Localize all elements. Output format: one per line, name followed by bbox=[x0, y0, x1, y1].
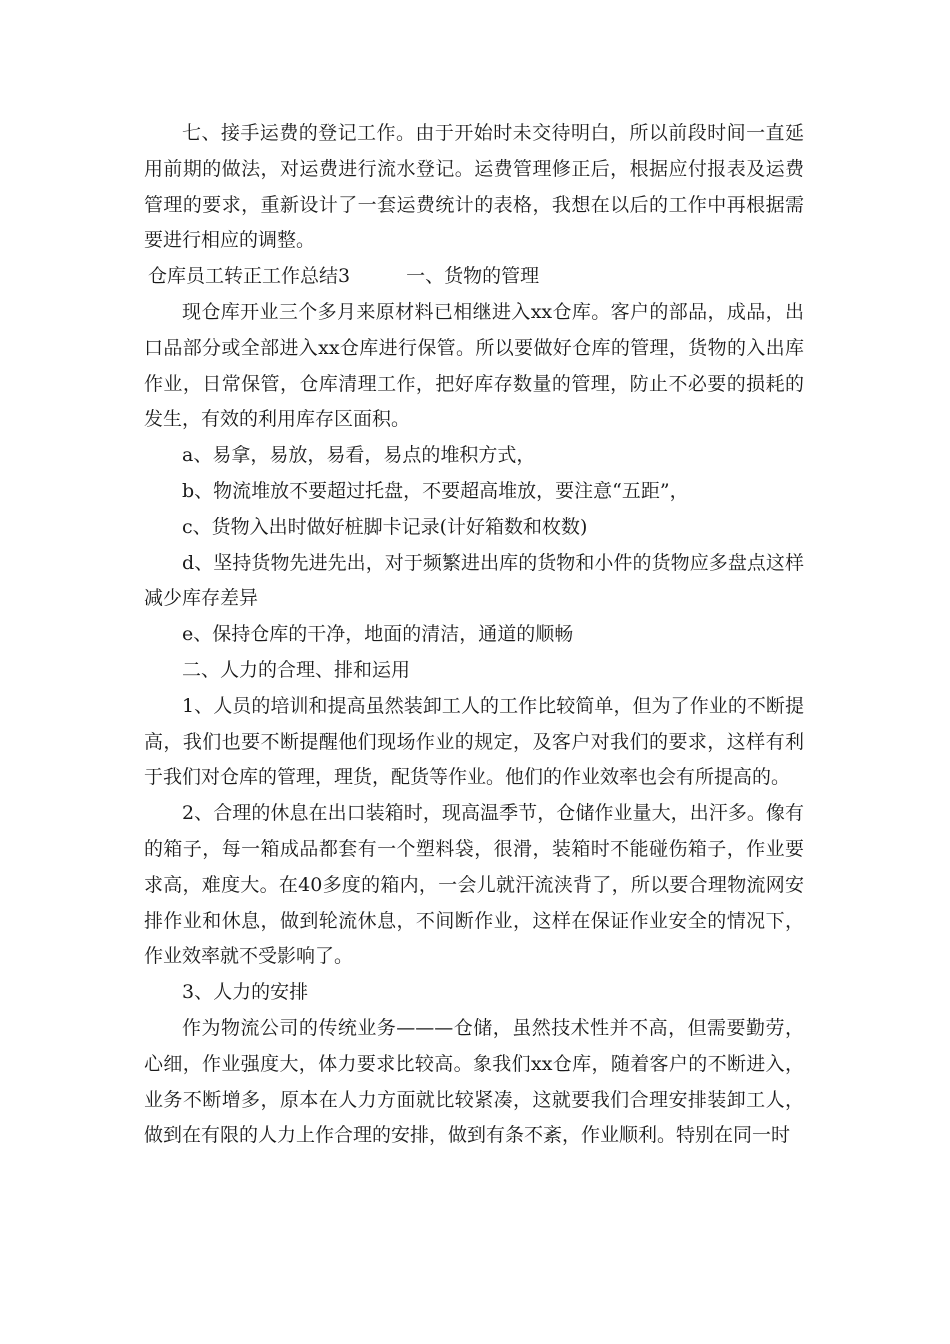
subheading-manpower-arrangement: 3、人力的安排 bbox=[182, 981, 309, 1004]
paragraph-freight-registration: 七、接手运费的登记工作。由于开始时未交待明白，所以前段时间一直延用前期的做法，对运费进行流水登记。运费管理修正后，根据应付报表及运费管理的要求，重新设计了一套运费统计的表格，我想在以后的工作中再根据需要进行相应的调整。 bbox=[144, 122, 804, 252]
list-item-c: c、货物入出时做好桩脚卡记录(计好箱数和枚数) bbox=[182, 515, 588, 538]
document-title: 仓库员工转正工作总结3 bbox=[148, 265, 351, 288]
title-line bbox=[144, 259, 804, 295]
document-body bbox=[144, 116, 804, 1154]
paragraph-warehouse-opening: 现仓库开业三个多月来原材料已相继进入xx仓库。客户的部品，成品，出口品部分或全部进入xx仓库进行保管。所以要做好仓库的管理，货物的入出库作业，日常保管，仓库清理工作，把好库存数量的管理，防止不必要的损耗的发生，有效的利用库存区面积。 bbox=[144, 300, 804, 431]
paragraph-staff-training: 1、人员的培训和提高虽然装卸工人的工作比较简单，但为了作业的不断提高，我们也要不断提醒他们现场作业的规定，及客户对我们的要求，这样有利于我们对仓库的管理，理货，配货等作业。他们的作业效率也会有所提高的。 bbox=[144, 694, 804, 789]
list-item-d: d、坚持货物先进先出，对于频繁进出库的货物和小件的货物应多盘点这样减少库存差异 bbox=[144, 551, 804, 610]
paragraph-traditional-business: 作为物流公司的传统业务———仓储，虽然技术性并不高，但需要勤劳，心细，作业强度大，体力要求比较高。象我们xx仓库，随着客户的不断进入，业务不断增多，原本在人力方面就比较紧凑，这就要我们合理安排装卸工人，做到在有限的人力上作合理的安排，做到有条不紊，作业顺利。特别在同一时 bbox=[144, 1016, 804, 1147]
list-item-e: e、保持仓库的干净，地面的清洁，通道的顺畅 bbox=[182, 623, 574, 646]
section-heading-manpower: 二、人力的合理、排和运用 bbox=[182, 658, 411, 681]
list-item-b: b、物流堆放不要超过托盘，不要超高堆放，要注意“五距”， bbox=[182, 479, 689, 502]
paragraph-reasonable-rest: 2、合理的休息在出口装箱时，现高温季节，仓储作业量大，出汗多。像有的箱子，每一箱成品都套有一个塑料袋，很滑，装箱时不能碰伤箱子，作业要求高，难度大。在40多度的箱内，一会儿就汗流浃背了，所以要合理物流网安排作业和休息，做到轮流休息，不间断作业，这样在保证作业安全的情况下，作业效率就不受影响了。 bbox=[144, 802, 804, 968]
list-item-a: a、易拿，易放，易看，易点的堆积方式， bbox=[182, 444, 536, 467]
section-heading-goods-management: 一、货物的管理 bbox=[406, 265, 540, 288]
